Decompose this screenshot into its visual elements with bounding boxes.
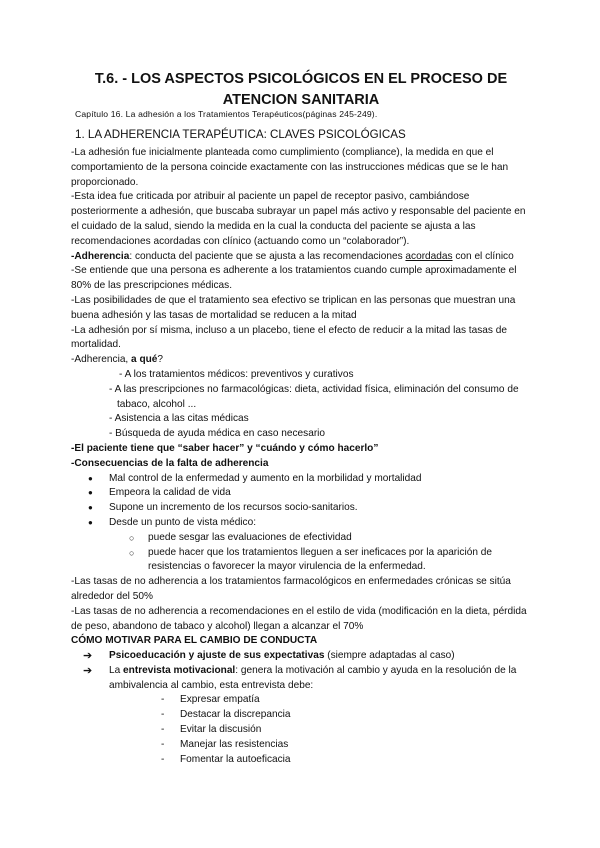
list-item: - Expresar empatía [71,693,531,708]
paragraph: -Se entiende que una persona es adherente a los tratamientos cuando cumple aproximadamente el 80% de las prescripciones médicas. [71,265,517,292]
chapter-reference: Capítulo 16. La adhesión a los Tratamientos Terapéuticos(páginas 245-249). [75,109,378,119]
list-item: - Fomentar la autoeficacia [71,753,531,768]
list-item: ● Desde un punto de vista médico: [71,516,531,531]
document-body [71,146,531,767]
underlined-word: acordadas [405,250,453,262]
paragraph: -El paciente tiene que “saber hacer” y “cuándo y cómo hacerlo” [71,442,379,454]
page-title: T.6. - LOS ASPECTOS PSICOLÓGICOS EN EL PROCESO DE ATENCION SANITARIA [94,71,508,108]
paragraph: -Esta idea fue criticada por atribuir al paciente un papel de receptor pasivo, cambiándose posteriormente a adhesión, que buscaba subrayar un papel más activo y responsable del paciente en el cuidado de la salud, siendo la medida en la cual la conducta del paciente se ajusta a las recomendaciones acordadas con clínico (actuando como un “colaborador”). [71,191,526,247]
section-heading: 1. LA ADHERENCIA TERAPÉUTICA: CLAVES PSICOLÓGICAS [75,128,406,141]
paragraph: -Adherencia, a qué? [71,354,164,366]
list-item: ○ puede sesgar las evaluaciones de efectividad [71,531,531,546]
list-item: - Manejar las resistencias [71,738,531,753]
list-item: ○ puede hacer que los tratamientos lleguen a ser ineficaces por la aparición de resistencias o favorecer la mayor virulencia de la enfermedad. [71,546,531,576]
list-item: - Búsqueda de ayuda médica en caso necesario [109,428,326,440]
paragraph: -Las tasas de no adherencia a los tratamientos farmacológicos en enfermedades crónicas se sitúa alrededor del 50% [71,576,511,602]
paragraph: -Las tasas de no adherencia a recomendaciones en el estilo de vida (modificación en la dieta, pérdida de peso, abandono de tabaco y alcohol) llegan a alcanzar el 70% [71,605,527,632]
bold-term: -Adherencia [71,250,130,262]
list-item: ➔ La entrevista motivacional: genera la motivación al cambio y ayuda en la resolución de la ambivalencia al cambio, esta entrevista debe: [83,664,517,691]
list-item: - Evitar la discusión [71,723,531,738]
arrow-icon: ➔ [83,650,93,663]
arrow-icon: ➔ [83,664,93,677]
list-item: ● Empeora la calidad de vida [71,486,531,501]
list-item: ➔ Psicoeducación y ajuste de sus expectativas (siempre adaptadas al caso) [83,650,455,663]
list-item: - Asistencia a las citas médicas [109,413,249,425]
list-item: ● Supone un incremento de los recursos socio-sanitarios. [71,501,531,516]
list-item: - A las prescripciones no farmacológicas: dieta, actividad física, eliminación del consumo de tabaco, alcohol ... [109,383,519,410]
consequences-list [71,472,531,576]
list-item: - A los tratamientos médicos: preventivos y curativos [119,368,354,380]
paragraph: -Consecuencias de la falta de adherencia [71,457,269,469]
paragraph: -La adhesión por sí misma, incluso a un placebo, tiene el efecto de reducir a la mitad las tasas de mortalidad. [71,324,507,351]
paragraph: CÓMO MOTIVAR PARA EL CAMBIO DE CONDUCTA [71,635,318,647]
paragraph: -Las posibilidades de que el tratamiento sea efectivo se triplican en las personas que muestran una buena adhesión y las tasas de mortalidad se reducen a la mitad [71,294,516,321]
list-item: - Destacar la discrepancia [71,708,531,723]
paragraph: -La adhesión fue inicialmente planteada como cumplimiento (compliance), la medida en que el comportamiento de la persona coincide exactamente con las instrucciones médicas que se le han proporcionado. [71,147,509,188]
paragraph: -Adherencia: conducta del paciente que se ajusta a las recomendaciones acordadas con el clínico [71,250,514,262]
list-item: ● Mal control de la enfermedad y aumento en la morbilidad y mortalidad [71,472,531,487]
